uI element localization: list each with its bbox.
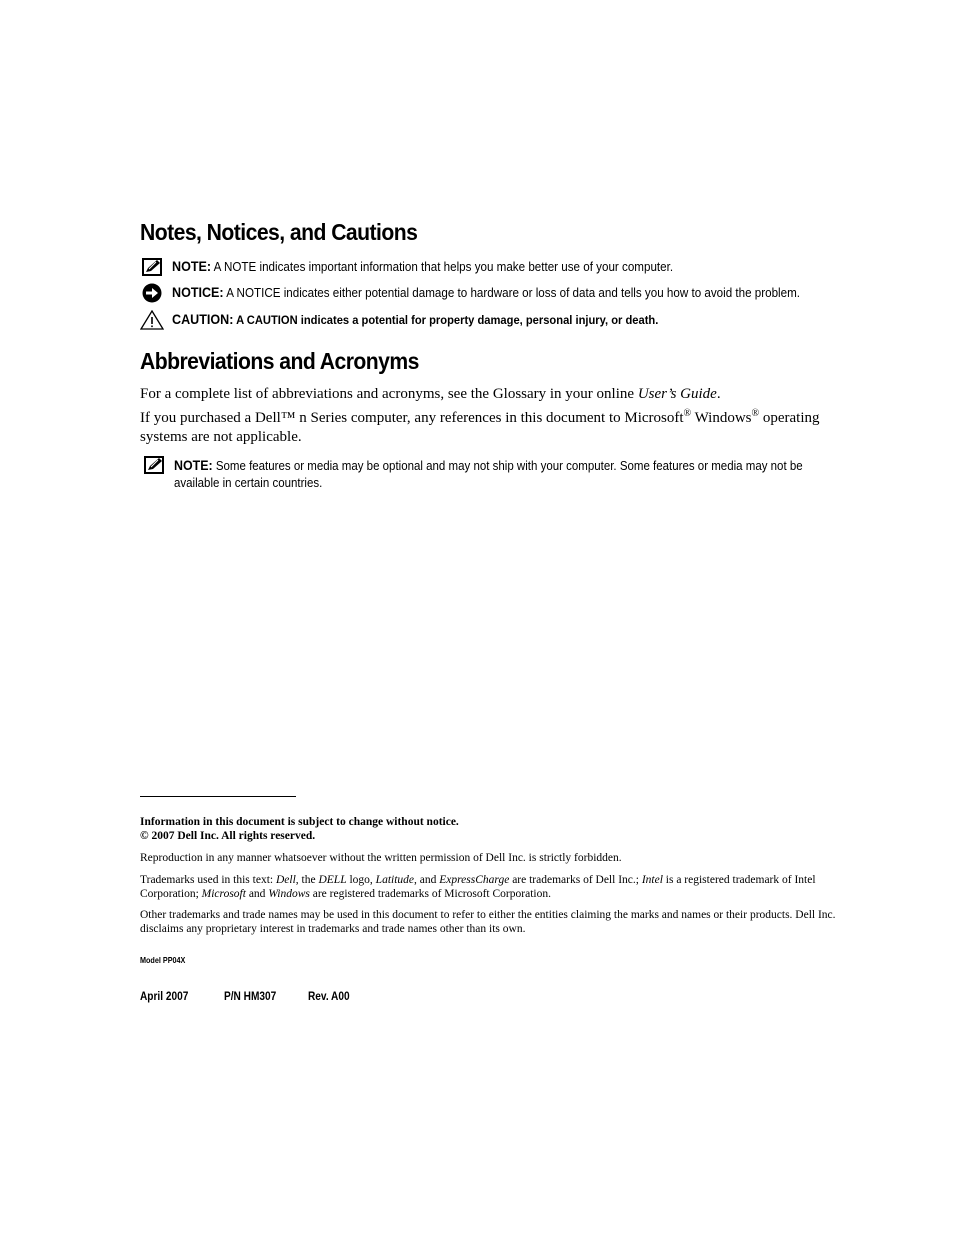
tm-expresscharge: ExpressCharge [439, 874, 510, 886]
change-notice: Information in this document is subject to change without notice. [140, 816, 459, 828]
note-text: A NOTE indicates important information that helps you make better use of your computer. [211, 260, 674, 274]
notes-heading: Notes, Notices, and Cautions [140, 219, 418, 245]
caution-label: CAUTION: [172, 312, 234, 327]
notice-text: A NOTICE indicates either potential damage to hardware or loss of data and tells you how to avoid the problem. [223, 286, 801, 300]
tm-dell-logo: DELL [318, 874, 347, 886]
registered-mark: ® [683, 408, 692, 419]
tm-text: are registered trademarks of Microsoft Corporation. [309, 888, 551, 900]
copyright: © 2007 Dell Inc. All rights reserved. [140, 830, 316, 842]
tm-latitude: Latitude [375, 874, 415, 886]
registered-mark: ® [751, 408, 760, 419]
n-series-text-c: operating systems are not applicable. [140, 410, 820, 445]
glossary-period: . [716, 386, 721, 402]
caution-text: A CAUTION indicates a potential for property damage, personal injury, or death. [233, 313, 659, 327]
note-label: NOTE: [172, 259, 212, 274]
warning-triangle-icon [140, 310, 164, 330]
note-text: Some features or media may be optional and may not ship with your computer. Some features or media may not be available in certain countries. [174, 459, 803, 490]
users-guide-title: User’s Guide [637, 386, 717, 402]
tm-text: Trademarks used in this text: [140, 874, 276, 886]
tm-text: , and [414, 874, 440, 886]
other-trademarks: Other trademarks and trade names may be used in this document to refer to either the entities claiming the marks and names or their products. Dell Inc. disclaims any proprietary interest in trademarks and trade names other than its own. [140, 909, 836, 935]
tm-text: , the [295, 874, 319, 886]
tm-intel: Intel [641, 874, 663, 886]
trademarks-paragraph [140, 873, 850, 901]
pencil-note-icon [140, 257, 164, 277]
tm-text: and [245, 888, 269, 900]
tm-microsoft: Microsoft [201, 888, 246, 900]
reproduction-notice: Reproduction in any manner whatsoever without the written permission of Dell Inc. is strictly forbidden. [140, 852, 622, 864]
tm-text: logo, [346, 874, 376, 886]
n-series-text-b: Windows [691, 410, 752, 426]
part-number: P/N HM307 [224, 991, 277, 1003]
notice-arrow-icon [140, 283, 164, 303]
n-series-paragraph [140, 409, 840, 447]
n-series-text-a: If you purchased a Dell™ n Series computer, any references in this document to Microsoft [140, 410, 684, 426]
glossary-text: For a complete list of abbreviations and acronyms, see the Glossary in your online [140, 386, 638, 402]
pencil-note-icon [142, 455, 166, 475]
glossary-paragraph [140, 385, 840, 404]
tm-windows: Windows [268, 888, 310, 900]
publish-date: April 2007 [140, 991, 189, 1003]
tm-dell: Dell [275, 874, 296, 886]
tm-text: are trademarks of Dell Inc.; [509, 874, 642, 886]
abbrev-heading: Abbreviations and Acronyms [140, 348, 419, 374]
divider-rule [140, 796, 296, 797]
notice-label: NOTICE: [172, 285, 224, 300]
tm-text: is a registered trademark of Intel Corporation; [140, 874, 816, 900]
model-number: Model PP04X [140, 955, 186, 965]
revision: Rev. A00 [308, 991, 350, 1003]
note-label: NOTE: [174, 458, 213, 473]
